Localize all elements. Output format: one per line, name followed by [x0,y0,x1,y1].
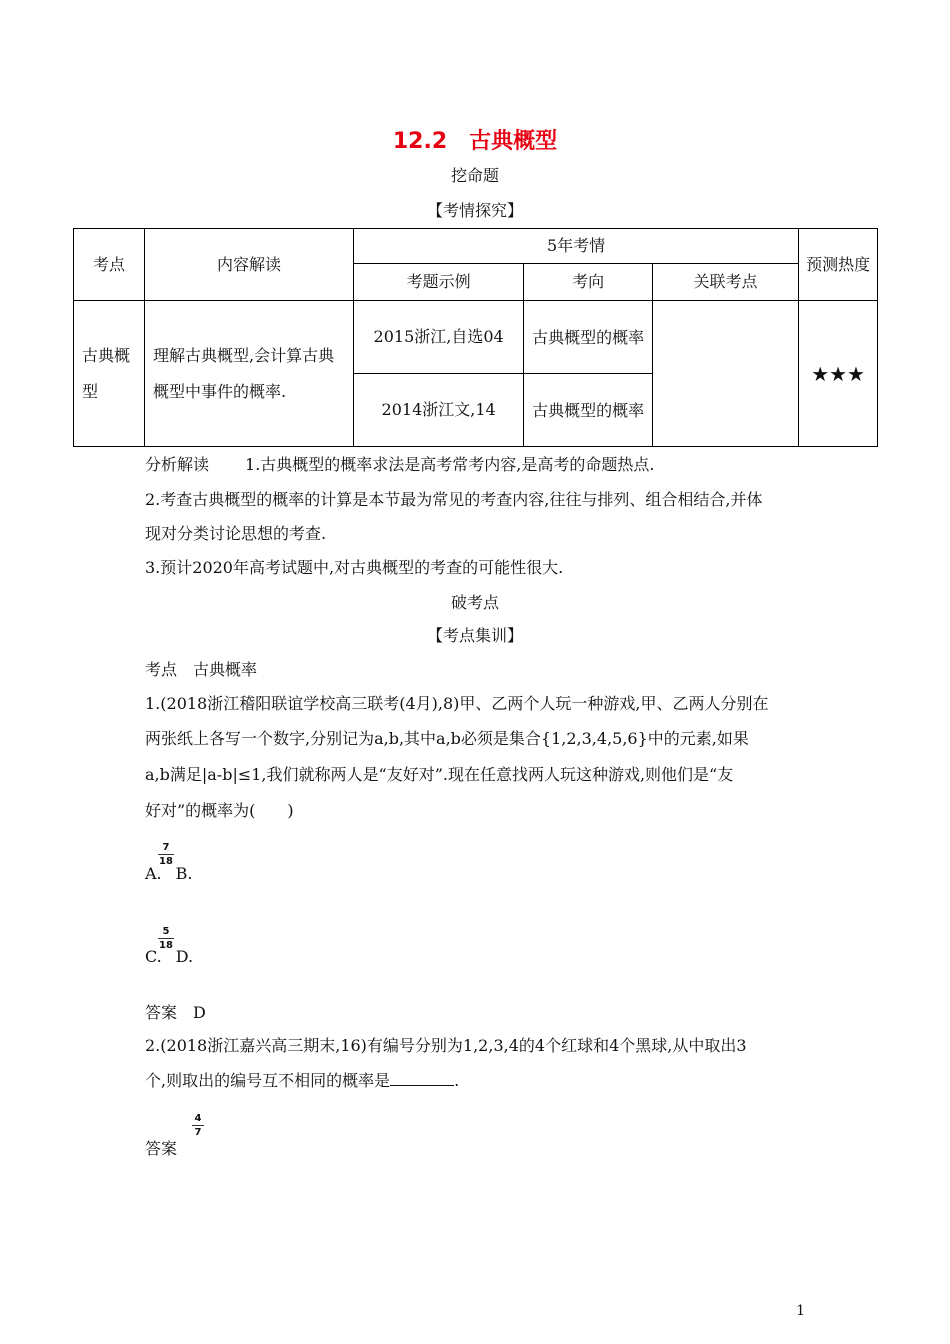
option-c-denominator: 18 [159,940,173,951]
option-a-numerator: 7 [162,842,170,853]
cell-related [652,301,798,447]
header-yuce: 预测热度 [799,229,878,301]
q2-answer-denominator: 7 [194,1127,202,1138]
analysis-point-3: 3.预计2020年高考试题中,对古典概型的考查的可能性很大. [145,558,564,577]
cell-neirong: 理解古典概型,会计算古典概型中事件的概率. [145,301,354,447]
option-a-denominator: 18 [159,856,173,867]
q2-answer-fraction [192,1113,204,1138]
option-row-cd [145,947,193,966]
q2-line-2-end: . [454,1071,460,1090]
header-direction: 考向 [524,264,653,301]
q2-answer-label: 答案 [145,1139,178,1158]
page-number: 1 [796,1303,805,1319]
answer-blank [390,1071,454,1086]
cell-example-2: 2014浙江文,14 [353,374,523,447]
option-d-label: D. [175,947,194,966]
cell-kaodian: 古典概型 [74,301,145,447]
cell-stars: ★★★ [799,301,878,447]
analysis-point-1: 1.古典概型的概率求法是高考常考内容,是高考的命题热点. [245,455,655,474]
option-row-ab [145,864,192,883]
fraction-bar [158,938,174,939]
section-heading-dig: 挖命题 [450,166,499,185]
option-c-numerator: 5 [162,926,170,937]
q2-answer-numerator: 4 [194,1113,202,1124]
option-b-label: B. [175,864,193,883]
fraction-bar [192,1125,204,1126]
section-heading-train: 【考点集训】 [426,626,523,645]
header-related: 关联考点 [652,264,798,301]
analysis-point-2a: 2.考查古典概型的概率的计算是本节最为常见的考查内容,往往与排列、组合相结合,并体 [145,490,763,509]
cell-direction-2: 古典概型的概率 [524,374,653,447]
analysis-label: 分析解读 [145,455,210,474]
cell-example-1: 2015浙江,自选04 [353,301,523,374]
q1-line-2: 两张纸上各写一个数字,分别记为a,b,其中a,b必须是集合{1,2,3,4,5,6}中的元素,如果 [145,729,749,748]
option-a-label: A. [145,864,162,883]
header-kaodian: 考点 [74,229,145,301]
option-c-label: C. [145,947,162,966]
page-title: 12.2 古典概型 [392,129,558,154]
q2-line-2-text: 个,则取出的编号互不相同的概率是 [145,1071,391,1090]
fraction-bar [158,854,174,855]
header-five-year: 5年考情 [353,229,798,264]
analysis-line-1 [145,452,654,475]
q1-line-4: 好对”的概率为( ) [145,801,294,820]
header-example: 考题示例 [353,264,523,301]
q1-line-1: 1.(2018浙江稽阳联谊学校高三联考(4月),8)甲、乙两个人玩一种游戏,甲、乙两人分别在 [145,694,769,713]
analysis-point-2b: 现对分类讨论思想的考查. [145,524,327,543]
q2-line-2 [145,1068,459,1091]
topic-line: 考点 古典概率 [145,660,258,679]
header-neirong: 内容解读 [145,229,354,301]
q2-line-1: 2.(2018浙江嘉兴高三期末,16)有编号分别为1,2,3,4的4个红球和4个黑球,从中取出3 [145,1036,747,1055]
q1-answer: 答案 D [145,1003,206,1022]
exam-situation-table [73,228,878,447]
q1-line-3: a,b满足|a-b|≤1,我们就称两人是“友好对”.现在任意找两人玩这种游戏,则他们是“友 [145,765,734,784]
section-heading-break: 破考点 [450,593,499,612]
section-heading-exam-explore: 【考情探究】 [426,201,523,220]
cell-direction-1: 古典概型的概率 [524,301,653,374]
